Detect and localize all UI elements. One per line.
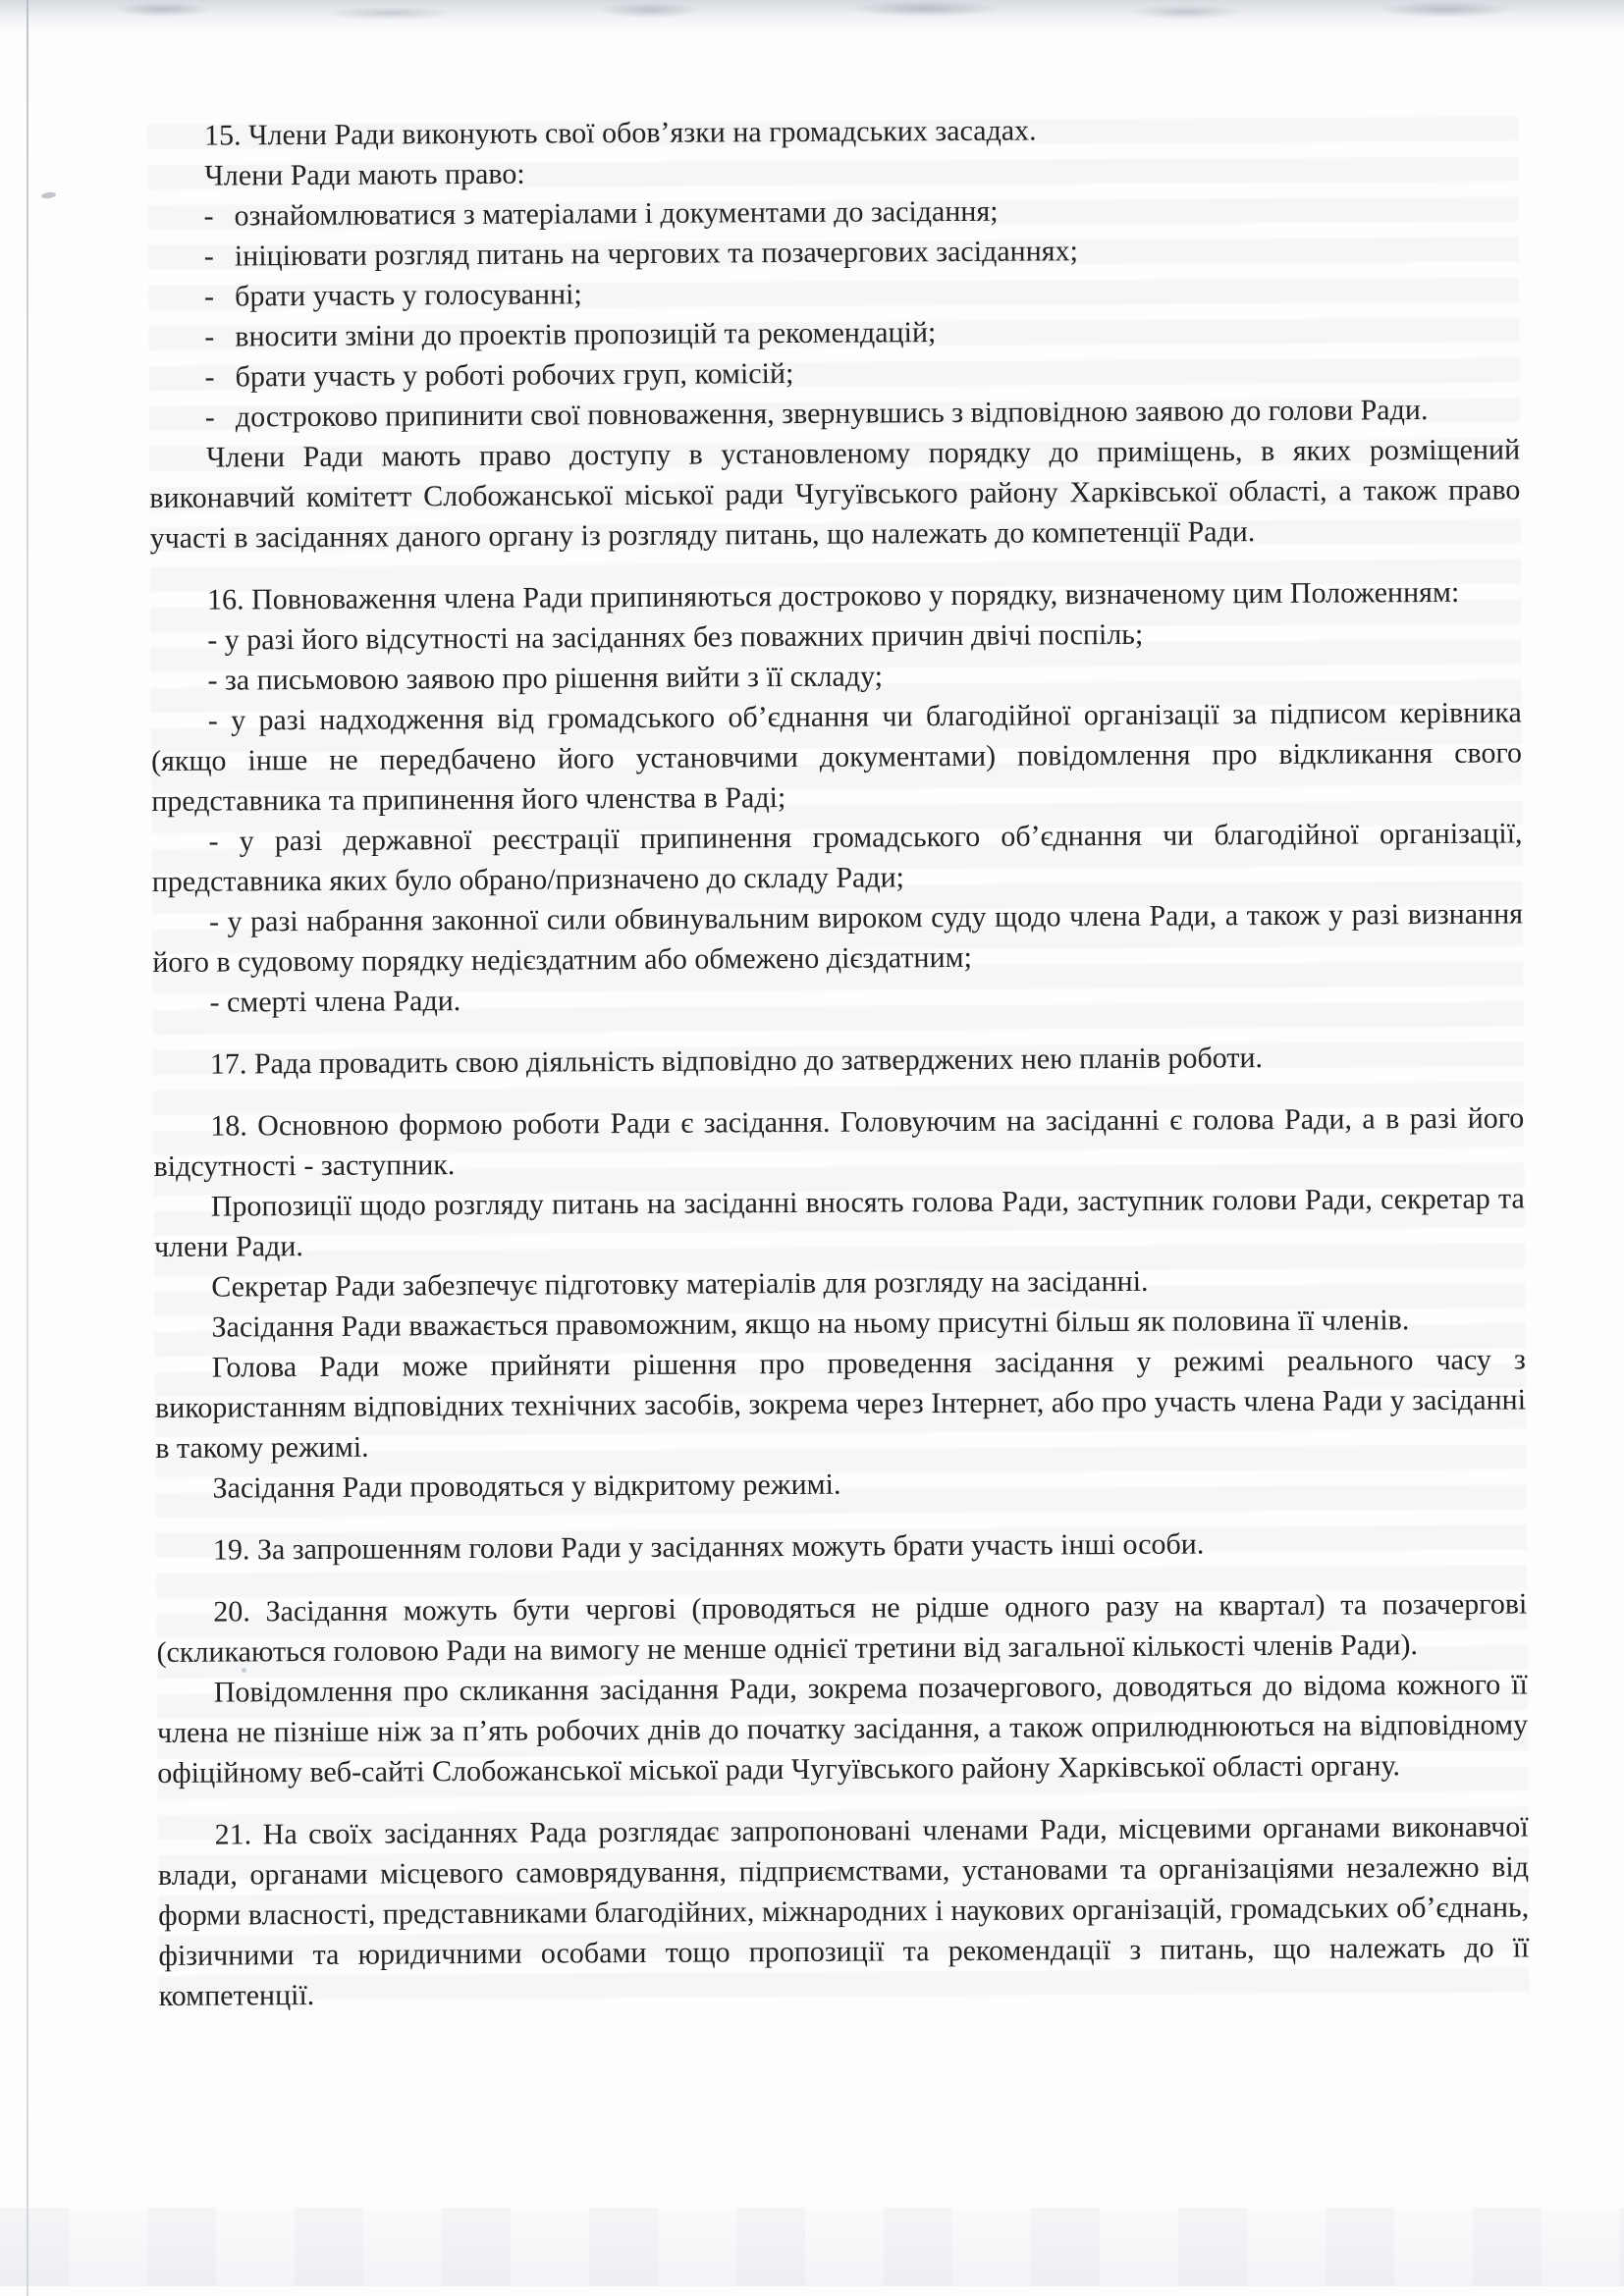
bullet-marker: - [203,240,214,273]
paragraph: - у разі надходження від громадського об’єднання чи благодійної організації за підписом керівника (якщо інше не передбачено його установчими документами) повідомлення про відкликання свого представника та припинення його членства в Раді; [150,696,1523,818]
bullet-text: ініціювати розгляд питань на чергових та позачергових засіданнях; [234,235,1078,273]
paragraph: - у разі його відсутності на засіданнях без поважних причин двічі поспіль; [207,617,1144,657]
paragraph: 17. Рада провадить свою діяльність відповідно до затверджених нею планів роботи. [209,1041,1264,1081]
scan-top-artifact [0,0,1624,31]
paragraph: Секретар Ради забезпечує підготовку матеріалів для розгляду на засіданні. [211,1264,1149,1304]
scan-speck-artifact [41,191,57,199]
paragraph: 15. Члени Ради виконують свої обов’язки на громадських засадах. [204,114,1037,152]
scan-left-edge-line [27,0,28,2296]
paragraph: Голова Ради може прийняти рішення про проведення засідання у режимі реального часу з використанням відповідних технічних засобів, зокрема через Інтернет, або про участь члена Ради у засіданні в такому режимі. [154,1343,1527,1465]
paragraph: - смерті члена Ради. [209,985,461,1019]
paragraph: Пропозиції щодо розгляду питань на засіданні вносять голова Ради, заступник голови Ради, секретар та члени Ради. [153,1182,1525,1263]
paragraph: Засідання Ради проводяться у відкритому режимі. [212,1468,841,1505]
paragraph: Повідомлення про скликання засідання Ради, зокрема позачергового, доводяться до відома кожного її члена не пізніше ніж за п’ять робочих днів до початку засідання, а також оприлюднюються на відповідному офіційному веб-сайті Слобожанської міської ради Чугуївського району Харківської області органу. [156,1668,1529,1789]
scan-bottom-artifact [0,2208,1624,2286]
bullet-item [149,389,1520,438]
bullet-marker: - [204,280,215,313]
bullet-text: ознайомлюватися з матеріалами і документами до засідання; [234,194,999,233]
bullet-text: брати участь у роботі робочих груп, комісій; [235,356,794,394]
paragraph: 21. На своїх засіданнях Рада розглядає запропоновані членами Ради, місцевими органами виконавчої влади, органами місцевого самоврядування, підприємствами, установами та організаціями незалежно від форми власності, представниками благодійних, міжнародних і наукових організацій, громадських об’єднань, фізичними та юридичними особами тощо пропозиції та рекомендації з питань, що належать до її компетенції. [157,1810,1530,2012]
bullet-marker: - [203,199,214,233]
paragraph: Засідання Ради вважається правоможним, якщо на ньому присутні більш як половина її членів. [211,1304,1410,1344]
paragraph: 18. Основною формою роботи Ради є засідання. Головуючим на засіданні є голова Ради, а в разі його відсутності - заступник. [153,1101,1525,1183]
paragraph: 19. За запрошенням голови Ради у засіданнях можуть брати участь інші особи. [212,1527,1205,1567]
paragraph: - у разі набрання законної сили обвинувальним вироком суду щодо члена Ради, а також у разі визнання його в судовому порядку недієздатним або обмежено дієздатним; [152,897,1524,979]
paragraph: 16. Повноваження члена Ради припиняються достроково у порядку, визначеному цим Положенням: [206,575,1460,616]
bullet-text: брати участь у голосуванні; [235,278,582,313]
paragraph: - за письмовою заявою про рішення вийти з її складу; [207,660,884,697]
bullet-text: достроково припинити свої повноваження, звернувшись з відповідною заявою до голови Ради. [235,394,1429,434]
bullet-marker: - [204,400,215,434]
document-text [147,107,1530,2015]
bullet-marker: - [204,320,215,353]
bullet-text: вносити зміни до проектів пропозицій та рекомендацій; [235,316,937,353]
paragraph: - у разі державної реєстрації припинення громадського об’єднання чи благодійної організації, представника яких було обрано/призначено до складу Ради; [151,817,1523,898]
bullet-marker: - [204,360,215,394]
paragraph: Члени Ради мають право доступу в установленому порядку до приміщень, в яких розміщений виконавчий комітетт Слобожанської міської ради Чугуївського району Харківської області, а також право участі в засіданнях даного органу із розгляду питань, що належать до компетенції Ради. [149,433,1521,555]
paragraph: Члени Ради мають право: [204,157,525,192]
paragraph: 20. Засідання можуть бути чергові (проводяться не рідше одного разу на квартал) та позачергові (скликаються головою Ради на вимогу не менше однієї третини від загальної кількості членів Ради). [156,1587,1528,1669]
